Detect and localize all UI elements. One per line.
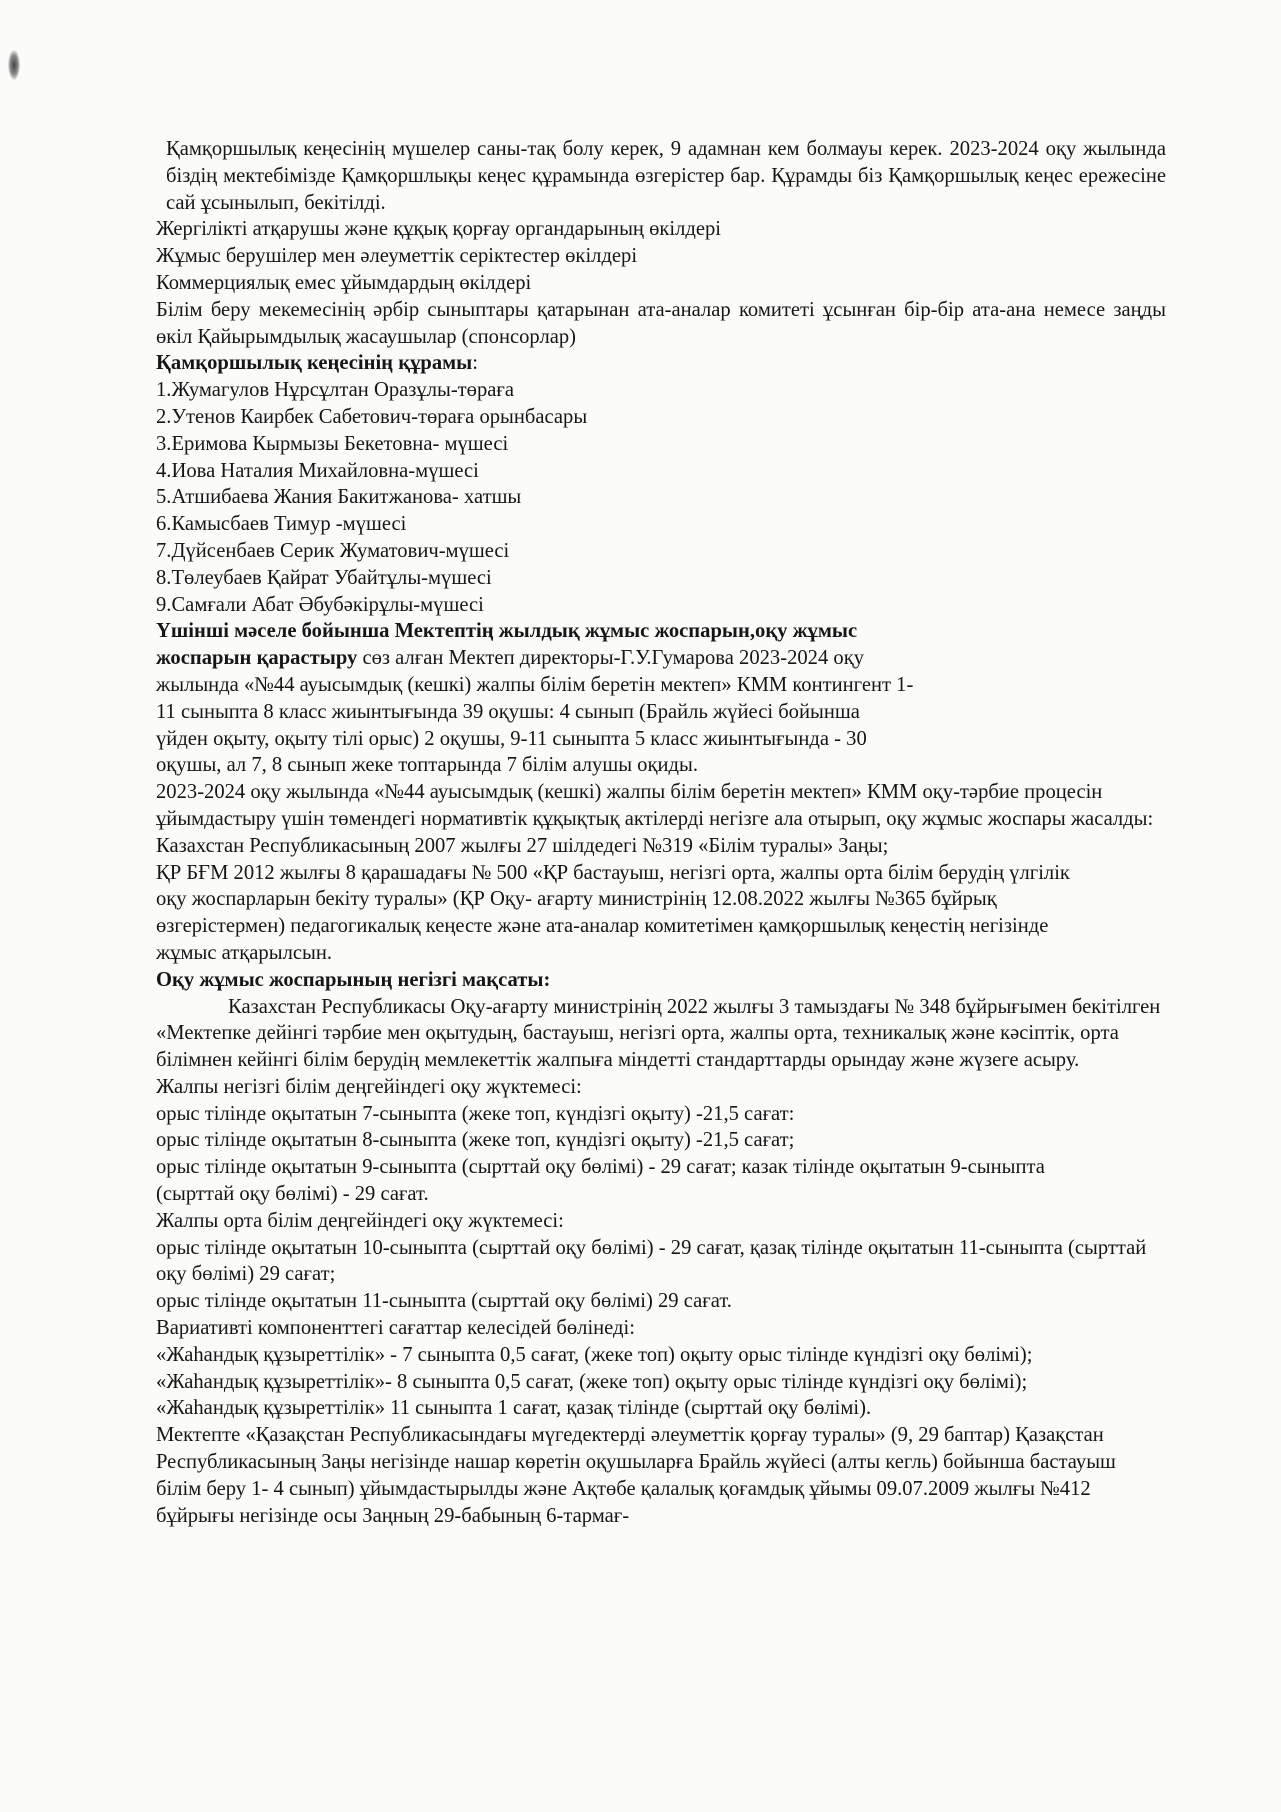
document-page: [156, 136, 1166, 1529]
member-item: 1.Жумагулов Нұрсұлтан Оразұлы-төраға: [156, 379, 515, 402]
list-item: Коммерциялық емес ұйымдардың өкілдері: [156, 271, 532, 294]
member-item: 9.Самғали Абат Әбубәкірұлы-мүшесі: [156, 593, 484, 616]
load-item: орыс тілінде оқытатын 11-сыныпта (сырттай оқу бөлімі) 29 сағат.: [156, 1290, 732, 1313]
load-item: орыс тілінде оқытатын 7-сыныпта (жеке топ, күндізгі оқыту) -21,5 сағат:: [156, 1102, 795, 1125]
list-item: Білім беру мекемесінің әрбір сыныптары қатарынан ата-аналар комитеті ұсынған бір-бір ата-ана немесе заңды өкіл Қайырымдылық жасаушылар (спонсорлар): [156, 298, 1166, 348]
member-item: 7.Дүйсенбаев Серик Жуматович-мүшесі: [156, 539, 510, 562]
law-reference: Казахстан Республикасының 2007 жылғы 27 шілдедегі №319 «Білім туралы» Заңы;: [156, 834, 889, 857]
variative-title: Вариативті компоненттегі сағаттар келесідей бөлінеді:: [156, 1317, 635, 1340]
composition-heading: Қамқоршылық кеңесінің құрамы: [156, 352, 473, 375]
variative-item: «Жаһандық құзыреттілік» - 7 сыныпта 0,5 сағат, (жеке топ) оқыту орыс тілінде күндізгі оқу бөлімі);: [156, 1343, 1033, 1366]
composition-colon: :: [472, 352, 478, 375]
basis-paragraph: 2023-2024 оқу жылында «№44 ауысымдық (кешкі) жалпы білім беретін мектеп» КММ оқу-тәрбие процесін ұйымдастыру үшін төмендегі нормативтік құқықтық актілерді негізге ала отырып, оқу жұмыс жоспары жасалды:: [156, 781, 1154, 830]
law-reference: ҚР БҒМ 2012 жылғы 8 қарашадағы № 500 «ҚР бастауыш, негізгі орта, жалпы орта білім берудің үлгілік оқу жоспарларын бекіту туралы» (ҚР Оқу- ағарту министрінің 12.08.2022 жылғы №365 бұйрық өзгерістермен) педагогикалық кеңесте және ата-аналар комитетімен қамқоршылық кеңестің негізінде жұмыс атқарылсын.: [156, 861, 1070, 964]
third-issue-lead: Үшінші мәселе бойынша Мектептің жылдық жұмыс жоспарын,оқу жұмыс жоспарын қарастыру: [156, 620, 858, 670]
final-paragraph: Мектепте «Қазақстан Республикасындағы мүгедектерді әлеуметтік қорғау туралы» (9, 29 баптар) Қазақстан Республикасының Заңы негізінде нашар көретін оқушыларға Брайль жүйесі (алты кегль) бойынша бастауыш білім беру 1- 4 сынып) ұйымдастырылды және Ақтөбе қалалық қоғамдық ұйымы 09.07.2009 жылғы №412 бұйрығы негізінде осы Заңның 29-бабының 6-тармағ-: [156, 1424, 1116, 1527]
intro-paragraph: Қамқоршылық кеңесінің мүшелер саны-тақ болу керек, 9 адамнан кем болмауы керек. 2023-2024 оқу жылында біздің мектебімізде Қамқоршлықы кеңес құрамында өзгерістер бар. Құрамды біз Қамқоршылық кеңес ережесіне сай ұсынылып, бекітілді.: [166, 138, 1166, 214]
goal-heading: Оқу жұмыс жоспарының негізгі мақсаты:: [156, 968, 551, 991]
representatives-list: [156, 216, 1166, 350]
member-item: 3.Еримова Кырмызы Бекетовна- мүшесі: [156, 432, 509, 455]
list-item: Жұмыс берушілер мен әлеуметтік серіктестер өкілдері: [156, 245, 638, 268]
variative-item: «Жаһандық құзыреттілік»- 8 сыныпта 0,5 сағат, (жеке топ) оқыту орыс тілінде күндізгі оқу бөлімі);: [156, 1370, 1028, 1393]
members-list: [156, 377, 1166, 618]
third-issue-text: сөз алған Мектеп директоры-Г.У.Гумарова 2023-2024 оқу жылында «№44 ауысымдық (кешкі) жалпы білім беретін мектеп» КММ контингент 1-11 сыныпта 8 класс жиынтығында 39 оқушы: 4 сынып (Брайль жүйесі бойынша үйден оқыту, оқыту тілі орыс) 2 оқушы, 9-11 сыныпта 5 класс жиынтығында - 30 оқушы, ал 7, 8 сынып жеке топтарында 7 білім алушы оқиды.: [156, 647, 914, 777]
basic-load-title: Жалпы негізгі білім деңгейіндегі оқу жүктемесі:: [156, 1075, 582, 1098]
member-item: 4.Иова Наталия Михайловна-мүшесі: [156, 459, 479, 482]
list-item: Жергілікті атқарушы және құқық қорғау органдарының өкілдері: [156, 218, 722, 241]
secondary-load-title: Жалпы орта білім деңгейіндегі оқу жүктемесі:: [156, 1209, 564, 1232]
member-item: 6.Камысбаев Тимур -мүшесі: [156, 513, 407, 536]
member-item: 8.Төлеубаев Қайрат Убайтұлы-мүшесі: [156, 566, 492, 589]
variative-item: «Жаһандық құзыреттілік» 11 сыныпта 1 сағат, қазақ тілінде (сырттай оқу бөлімі).: [156, 1397, 872, 1420]
load-item: орыс тілінде оқытатын 9-сыныпта (сырттай оқу бөлімі) - 29 сағат; казак тілінде оқытатын 9-сыныпта (сырттай оқу бөлімі) - 29 сағат.: [156, 1156, 1045, 1206]
member-item: 2.Утенов Каирбек Сабетович-төраға орынбасары: [156, 405, 588, 428]
composition-heading-line: [156, 350, 1166, 377]
load-item: орыс тілінде оқытатын 10-сыныпта (сырттай оқу бөлімі) - 29 сағат, қазақ тілінде оқытатын 11-сыныпта (сырттай оқу бөлімі) 29 сағат;: [156, 1236, 1147, 1286]
scan-artifact: [8, 50, 20, 80]
goal-paragraph: Казахстан Республикасы Оқу-ағарту министрінің 2022 жылғы 3 тамыздағы № 348 бұйрығымен бекітілген «Мектепке дейінгі тәрбие мен оқытудың, бастауыш, негізгі орта, жалпы орта, техникалық және кәсіптік, орта білімнен кейінгі білім берудің мемлекеттік жалпыға міндетті стандарттарды орындау және жүзеге асыру.: [156, 995, 1161, 1072]
third-issue-paragraph: [156, 618, 1166, 779]
member-item: 5.Атшибаева Жания Бакитжанова- хатшы: [156, 486, 522, 509]
load-item: орыс тілінде оқытатын 8-сыныпта (жеке топ, күндізгі оқыту) -21,5 сағат;: [156, 1129, 795, 1152]
